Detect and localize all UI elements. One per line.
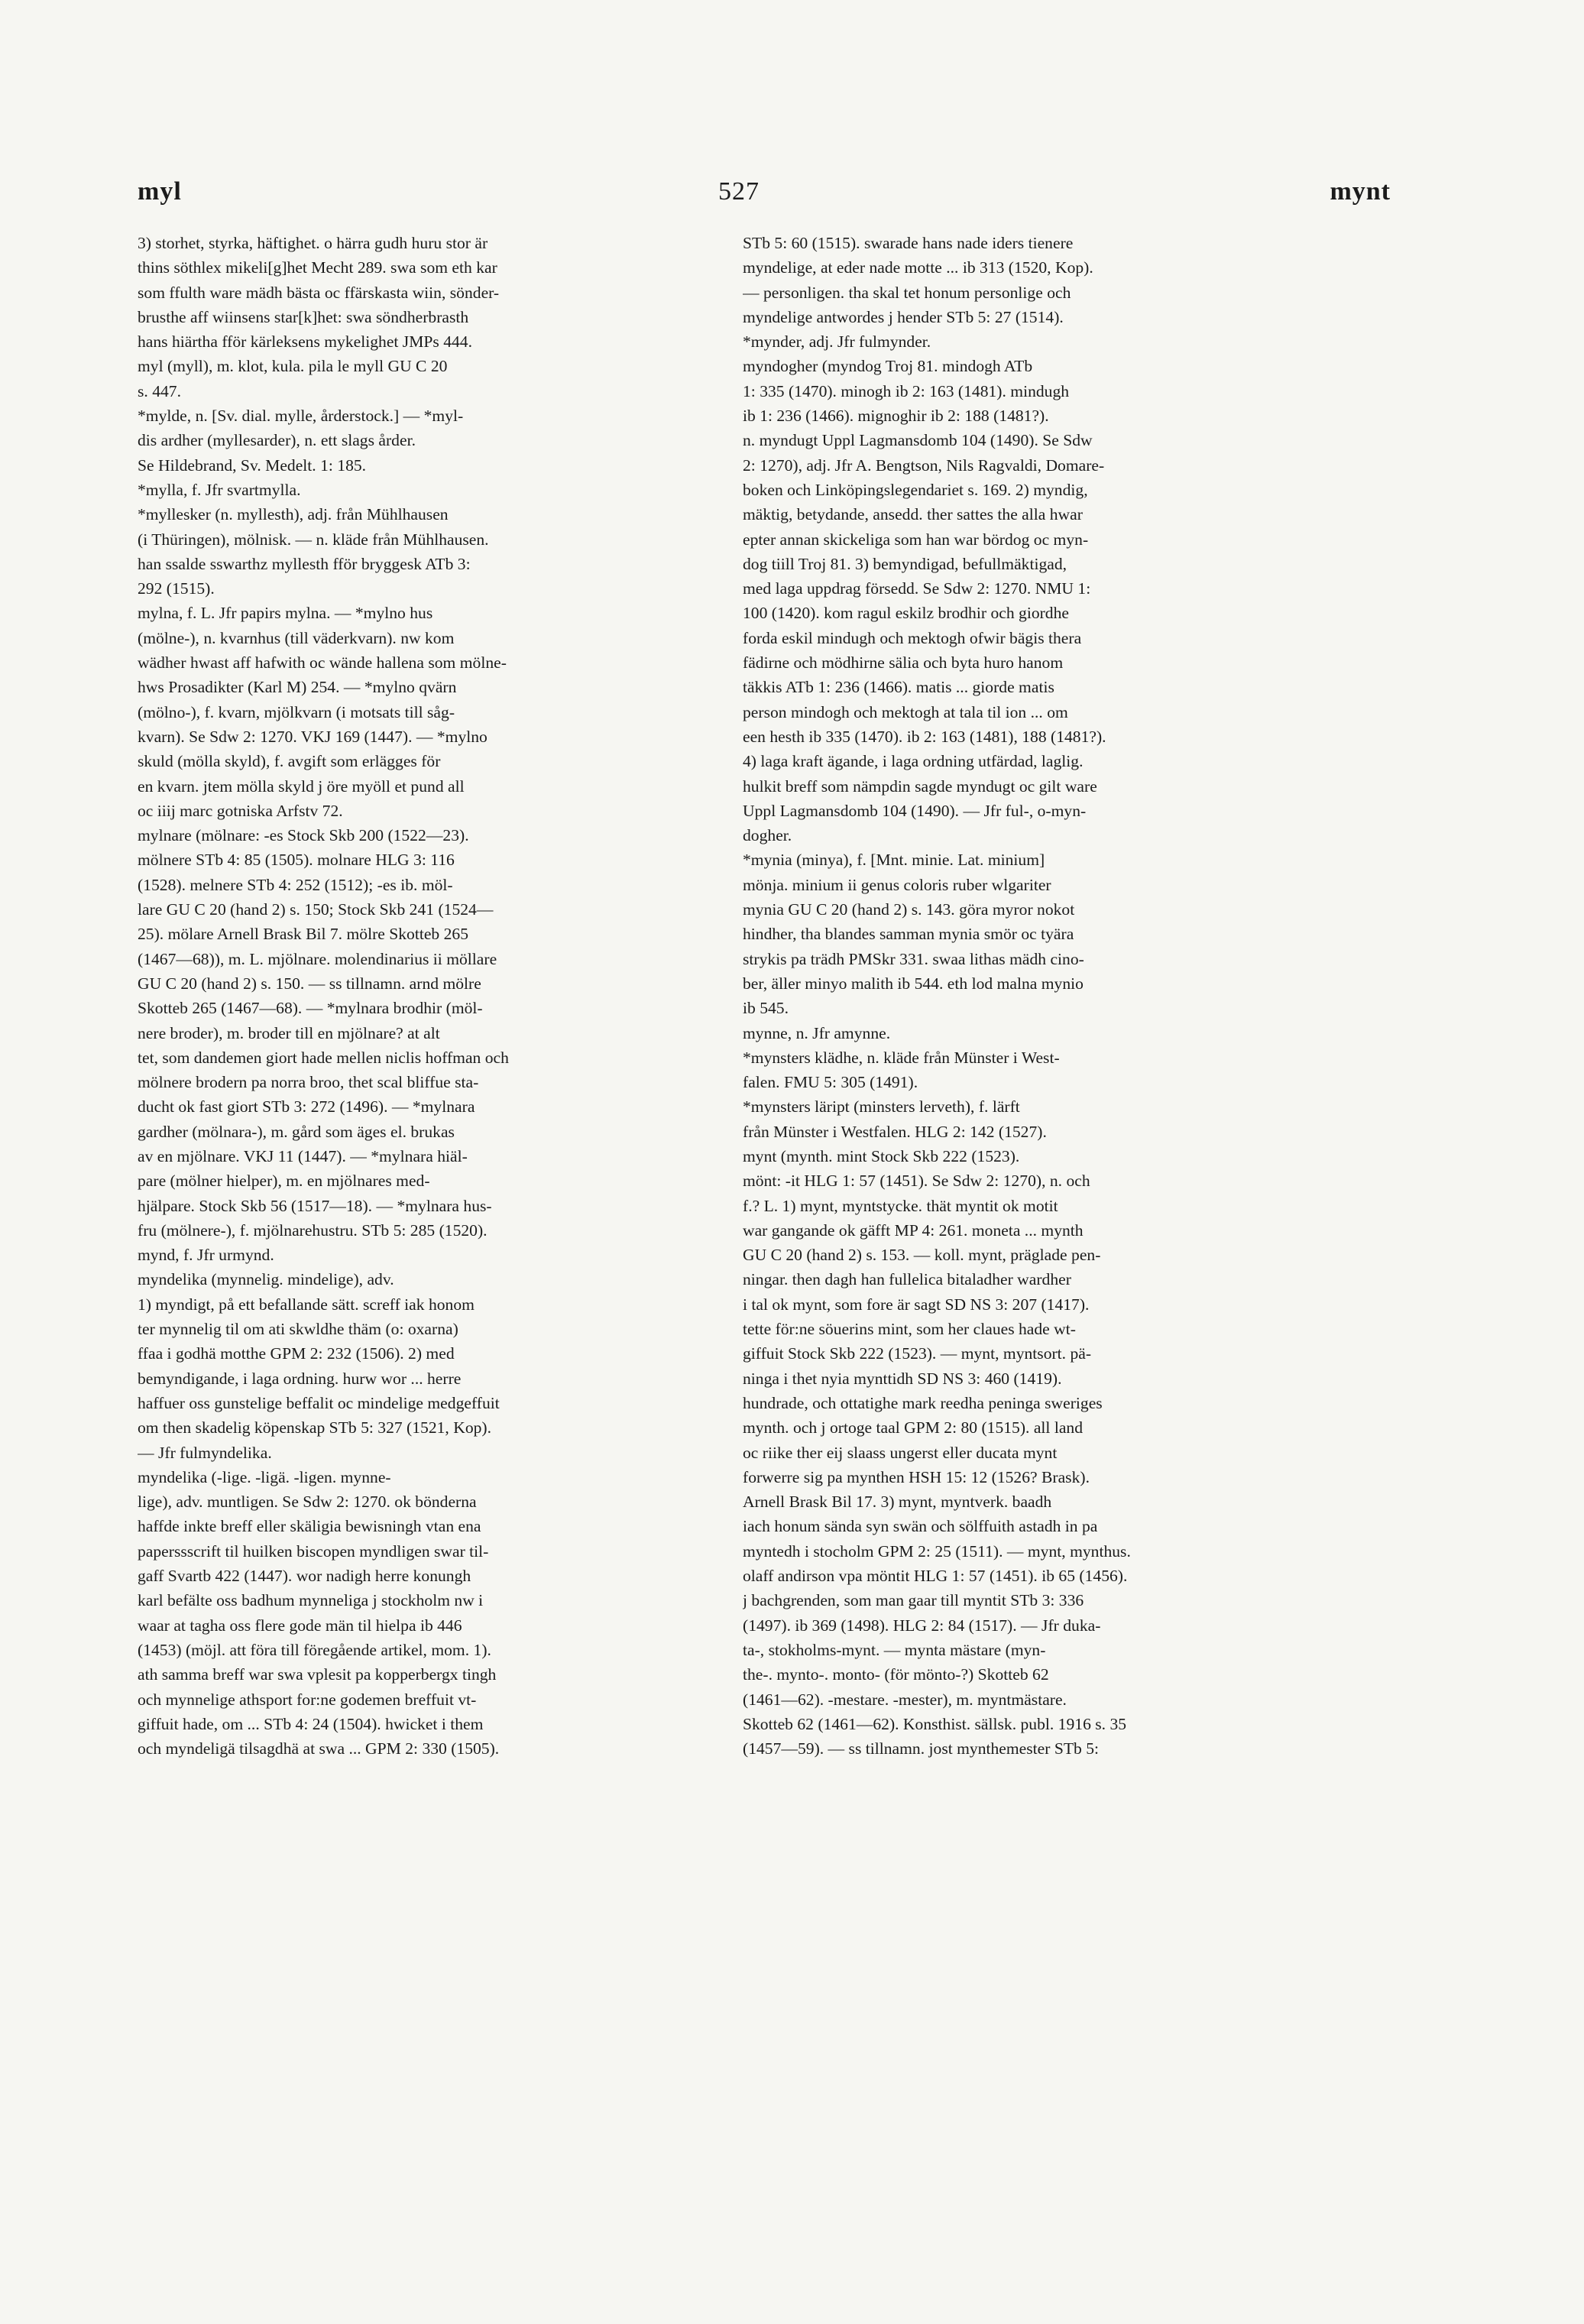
text-line: Skotteb 265 (1467—68). — *mylnara brodhir (möl- bbox=[138, 999, 483, 1018]
text-line: j bachgrenden, som man gaar till myntit STb 3: 336 bbox=[743, 1591, 1084, 1610]
text-line: mynd, f. Jfr urmynd. bbox=[138, 1246, 274, 1265]
text-line: mylna, f. L. Jfr papirs mylna. — *mylno hus bbox=[138, 604, 433, 623]
header-last-word: mynt bbox=[1330, 177, 1391, 206]
text-line: ducht ok fast giort STb 3: 272 (1496). — *mylnara bbox=[138, 1097, 475, 1117]
text-line: mynth. och j ortoge taal GPM 2: 80 (1515). all land bbox=[743, 1418, 1084, 1438]
text-line: mönt: -it HLG 1: 57 (1451). Se Sdw 2: 1270), n. och bbox=[743, 1172, 1090, 1191]
text-line: (1528). melnere STb 4: 252 (1512); -es ib. möl- bbox=[138, 875, 453, 894]
text-line: dog tiill Troj 81. 3) bemyndigad, befullmäktigad, bbox=[743, 554, 1067, 573]
text-line: hulkit breff som nämpdin sagde myndugt oc gilt ware bbox=[743, 776, 1097, 796]
text-line: en kvarn. jtem mölla skyld j öre myöll et pund all bbox=[138, 776, 465, 796]
text-line: GU C 20 (hand 2) s. 150. — ss tillnamn. arnd mölre bbox=[138, 974, 481, 993]
text-line: hjälpare. Stock Skb 56 (1517—18). — *mylnara hus- bbox=[138, 1196, 492, 1215]
text-line: (i Thüringen), mölnisk. — n. kläde från Mühlhausen. bbox=[138, 530, 489, 549]
text-line: — Jfr fulmyndelika. bbox=[138, 1443, 272, 1462]
text-line: ath samma breff war swa vplesit pa kopperbergx tingh bbox=[138, 1665, 497, 1684]
text-line: brusthe aff wiinsens star[k]het: swa söndherbrasth bbox=[138, 307, 469, 326]
text-line: Arnell Brask Bil 17. 3) mynt, myntverk. baadh bbox=[743, 1493, 1052, 1512]
text-line: skuld (mölla skyld), f. avgift som erlägges för bbox=[138, 752, 441, 771]
text-line: *mylla, f. Jfr svartmylla. bbox=[138, 480, 301, 499]
text-line: oc riike ther eij slaass ungerst eller ducata mynt bbox=[743, 1443, 1058, 1462]
text-line: han ssalde sswarthz myllesth fför bryggesk ATb 3: bbox=[138, 554, 471, 573]
text-line: (1461—62). -mestare. -mester), m. myntmästare. bbox=[743, 1690, 1067, 1709]
text-line: Skotteb 62 (1461—62). Konsthist. sällsk. publ. 1916 s. 35 bbox=[743, 1714, 1127, 1733]
text-line: mölnere brodern pa norra broo, thet scal bliffue sta- bbox=[138, 1073, 479, 1092]
text-line: mynne, n. Jfr amynne. bbox=[743, 1023, 891, 1042]
text-line: *myllesker (n. myllesth), adj. från Mühlhausen bbox=[138, 505, 449, 524]
text-line: gardher (mölnara-), m. gård som äges el. brukas bbox=[138, 1122, 455, 1141]
text-line: täkkis ATb 1: 236 (1466). matis ... giorde matis bbox=[743, 678, 1054, 697]
text-line: från Münster i Westfalen. HLG 2: 142 (1527). bbox=[743, 1122, 1047, 1141]
text-line: lige), adv. muntligen. Se Sdw 2: 1270. ok bönderna bbox=[138, 1493, 477, 1512]
text-line: och myndeligä tilsagdhä at swa ... GPM 2: 330 (1505). bbox=[138, 1739, 500, 1758]
text-line: *mynder, adj. Jfr fulmynder. bbox=[743, 332, 931, 352]
text-line: — personligen. tha skal tet honum personlige och bbox=[743, 283, 1071, 302]
text-line: mylnare (mölnare: -es Stock Skb 200 (1522—23). bbox=[138, 826, 469, 845]
text-line: person mindogh och mektogh at tala til ion ... om bbox=[743, 702, 1068, 721]
text-line: mäktig, betydande, ansedd. ther sattes the alla hwar bbox=[743, 505, 1083, 524]
text-line: ber, äller minyo malith ib 544. eth lod malna mynio bbox=[743, 974, 1084, 993]
text-line: giffuit Stock Skb 222 (1523). — mynt, myntsort. pä- bbox=[743, 1344, 1092, 1363]
text-line: haffuer oss gunstelige beffalit oc mindelige medgeffuit bbox=[138, 1393, 500, 1412]
text-line: een hesth ib 335 (1470). ib 2: 163 (1481), 188 (1481?). bbox=[743, 727, 1106, 746]
text-line: mynt (mynth. mint Stock Skb 222 (1523). bbox=[743, 1146, 1020, 1165]
text-line: gaff Svartb 422 (1447). wor nadigh herre konungh bbox=[138, 1567, 471, 1586]
text-line: myndelika (-lige. -ligä. -ligen. mynne- bbox=[138, 1467, 391, 1486]
text-line: hindher, tha blandes samman mynia smör oc tyära bbox=[743, 925, 1074, 944]
text-line: och mynnelige athsport for:ne godemen breffuit vt- bbox=[138, 1690, 477, 1709]
header-first-word: myl bbox=[138, 177, 182, 206]
text-line: STb 5: 60 (1515). swarade hans nade iders tienere bbox=[743, 234, 1074, 252]
text-line: kvarn). Se Sdw 2: 1270. VKJ 169 (1447). — *mylno bbox=[138, 727, 488, 746]
text-line: 2: 1270), adj. Jfr A. Bengtson, Nils Ragvaldi, Domare- bbox=[743, 455, 1105, 475]
text-line: myntedh i stocholm GPM 2: 25 (1511). — mynt, mynthus. bbox=[743, 1541, 1131, 1561]
text-line: falen. FMU 5: 305 (1491). bbox=[743, 1073, 918, 1092]
text-line: myndogher (myndog Troj 81. mindogh ATb bbox=[743, 357, 1033, 376]
text-line: olaff andirson vpa möntit HLG 1: 57 (1451). ib 65 (1456). bbox=[743, 1567, 1128, 1586]
text-line: (1497). ib 369 (1498). HLG 2: 84 (1517). — Jfr duka- bbox=[743, 1616, 1101, 1635]
text-line: i tal ok mynt, som fore är sagt SD NS 3: 207 (1417). bbox=[743, 1295, 1090, 1314]
text-line: *mynia (minya), f. [Mnt. minie. Lat. minium] bbox=[743, 851, 1045, 870]
text-line: the-. mynto-. monto- (för mönto-?) Skotteb 62 bbox=[743, 1665, 1049, 1684]
text-line: myl (myll), m. klot, kula. pila le myll GU C 20 bbox=[138, 357, 448, 376]
text-line: thins söthlex mikeli[g]het Mecht 289. swa som eth kar bbox=[138, 258, 497, 277]
text-line: iach honum sända syn swän och sölffuith astadh in pa bbox=[743, 1517, 1098, 1536]
text-line: Se Hildebrand, Sv. Medelt. 1: 185. bbox=[138, 455, 367, 475]
text-line: boken och Linköpingslegendariet s. 169. 2) myndig, bbox=[743, 480, 1088, 499]
text-line: oc iiij marc gotniska Arfstv 72. bbox=[138, 801, 343, 820]
text-line: tette för:ne söuerins mint, som her claues hade wt- bbox=[743, 1320, 1076, 1339]
text-line: myndelige antwordes j hender STb 5: 27 (1514). bbox=[743, 307, 1064, 326]
text-line: GU C 20 (hand 2) s. 153. — koll. mynt, präglade pen- bbox=[743, 1246, 1101, 1265]
text-line: 1) myndigt, på ett befallande sätt. screff iak honom bbox=[138, 1295, 475, 1314]
text-line: nere broder), m. broder till en mjölnare? at alt bbox=[138, 1023, 440, 1042]
text-line: forda eskil mindugh och mektogh ofwir bägis thera bbox=[743, 628, 1082, 647]
text-line: (mölne-), n. kvarnhus (till väderkvarn). nw kom bbox=[138, 628, 455, 647]
text-line: med laga uppdrag försedd. Se Sdw 2: 1270. NMU 1: bbox=[743, 579, 1091, 598]
text-line: om then skadelig köpenskap STb 5: 327 (1521, Kop). bbox=[138, 1418, 492, 1438]
text-line: 3) storhet, styrka, häftighet. o härra gudh huru stor är bbox=[138, 234, 488, 252]
text-line: bemyndigande, i laga ordning. hurw wor ... herre bbox=[138, 1369, 462, 1388]
text-line: epter annan skickeliga som han war bördog oc myn- bbox=[743, 530, 1089, 549]
text-line: waar at tagha oss flere gode män til hielpa ib 446 bbox=[138, 1616, 462, 1635]
text-line: lare GU C 20 (hand 2) s. 150; Stock Skb 241 (1524— bbox=[138, 900, 494, 919]
text-line: war gangande ok gäfft MP 4: 261. moneta ... mynth bbox=[743, 1220, 1084, 1240]
text-line: ffaa i godhä motthe GPM 2: 232 (1506). 2) med bbox=[138, 1344, 455, 1363]
text-line: mynia GU C 20 (hand 2) s. 143. göra myror nokot bbox=[743, 900, 1075, 919]
text-line: ter mynnelig til om ati skwldhe thäm (o: oxarna) bbox=[138, 1320, 458, 1339]
text-line: hans hiärtha fför kärleksens mykelighet JMPs 444. bbox=[138, 332, 473, 352]
left-column bbox=[138, 231, 705, 1761]
text-line: pare (mölner hielper), m. en mjölnares med- bbox=[138, 1172, 430, 1191]
text-line: som ffulth ware mädh bästa oc ffärskasta wiin, sönder- bbox=[138, 283, 500, 302]
text-line: hws Prosadikter (Karl M) 254. — *mylno qvärn bbox=[138, 678, 457, 697]
text-line: wädher hwast aff hafwith oc wände hallena som mölne- bbox=[138, 653, 507, 673]
text-line: myndelika (mynnelig. mindelige), adv. bbox=[138, 1270, 394, 1289]
text-line: paperssscrift til huilken biscopen myndligen swar til- bbox=[138, 1541, 489, 1561]
text-line: (mölno-), f. kvarn, mjölkvarn (i motsats till såg- bbox=[138, 702, 455, 721]
text-line: strykis pa trädh PMSkr 331. swaa lithas mädh cino- bbox=[743, 949, 1084, 968]
text-line: *mynsters läript (minsters lerveth), f. lärft bbox=[743, 1097, 1020, 1117]
text-line: fru (mölnere-), f. mjölnarehustru. STb 5: 285 (1520). bbox=[138, 1220, 488, 1240]
text-line: giffuit hade, om ... STb 4: 24 (1504). hwicket i them bbox=[138, 1714, 484, 1733]
text-line: ib 1: 236 (1466). mignoghir ib 2: 188 (1481?). bbox=[743, 407, 1049, 426]
text-line: dis ardher (myllesarder), n. ett slags årder. bbox=[138, 431, 416, 450]
text-line: 1: 335 (1470). minogh ib 2: 163 (1481). mindugh bbox=[743, 381, 1070, 400]
text-line: av en mjölnare. VKJ 11 (1447). — *mylnara hiäl- bbox=[138, 1146, 468, 1165]
text-line: Uppl Lagmansdomb 104 (1490). — Jfr ful-, o-myn- bbox=[743, 801, 1087, 820]
text-line: (1467—68)), m. L. mjölnare. molendinarius ii möllare bbox=[138, 949, 497, 968]
text-line: mölnere STb 4: 85 (1505). molnare HLG 3: 116 bbox=[138, 851, 455, 870]
text-line: 25). mölare Arnell Brask Bil 7. mölre Skotteb 265 bbox=[138, 925, 469, 944]
text-line: ta-, stokholms-mynt. — mynta mästare (myn- bbox=[743, 1640, 1046, 1659]
text-line: hundrade, och ottatighe mark reedha peninga sweriges bbox=[743, 1393, 1103, 1412]
text-line: ib 545. bbox=[743, 999, 789, 1018]
text-line: *mylde, n. [Sv. dial. mylle, årderstock.] — *myl- bbox=[138, 407, 464, 426]
text-line: 4) laga kraft ägande, i laga ordning utfärdad, laglig. bbox=[743, 752, 1084, 771]
text-line: haffde inkte breff eller skäligia bewisningh vtan ena bbox=[138, 1517, 481, 1536]
text-line: (1453) (möjl. att föra till föregående artikel, mom. 1). bbox=[138, 1640, 491, 1659]
text-line: dogher. bbox=[743, 826, 792, 845]
text-line: karl befälte oss badhum mynneliga j stockholm nw i bbox=[138, 1591, 484, 1610]
page-number: 527 bbox=[718, 177, 760, 206]
text-line: myndelige, at eder nade motte ... ib 313 (1520, Kop). bbox=[743, 258, 1093, 277]
text-line: tet, som dandemen giort hade mellen niclis hoffman och bbox=[138, 1048, 509, 1067]
text-line: *mynsters klädhe, n. kläde från Münster i West- bbox=[743, 1048, 1060, 1067]
right-column bbox=[743, 231, 1312, 1761]
text-line: ninga i thet nyia mynttidh SD NS 3: 460 (1419). bbox=[743, 1369, 1062, 1388]
text-line: 292 (1515). bbox=[138, 579, 215, 598]
text-line: mönja. minium ii genus coloris ruber wlgariter bbox=[743, 875, 1051, 894]
text-line: (1457—59). — ss tillnamn. jost mynthemester STb 5: bbox=[743, 1739, 1100, 1758]
text-line: ningar. then dagh han fullelica bitaladher wardher bbox=[743, 1270, 1071, 1289]
text-line: s. 447. bbox=[138, 381, 181, 400]
text-line: fädirne och mödhirne sälia och byta huro hanom bbox=[743, 653, 1064, 673]
text-line: f.? L. 1) mynt, myntstycke. thät myntit ok motit bbox=[743, 1196, 1058, 1215]
text-line: 100 (1420). kom ragul eskilz brodhir och giordhe bbox=[743, 604, 1069, 623]
text-line: forwerre sig pa mynthen HSH 15: 12 (1526? Brask). bbox=[743, 1467, 1090, 1486]
text-line: n. myndugt Uppl Lagmansdomb 104 (1490). Se Sdw bbox=[743, 431, 1093, 450]
